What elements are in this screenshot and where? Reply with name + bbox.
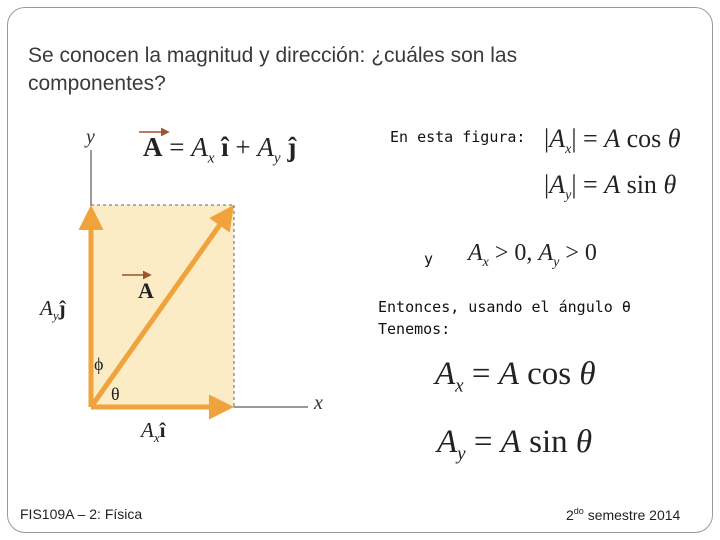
we-have-text: Tenemos: [378, 320, 451, 338]
phi-angle-label: ϕ [94, 354, 104, 374]
vector-sum-equation: $A = A_x$ î + $A_y$ ĵ [143, 132, 297, 167]
footer-semester: $2^{do}$ semestre 2014 [566, 506, 681, 523]
y-axis-label: y [86, 126, 95, 148]
in-figure-text: En esta figura: [390, 128, 526, 146]
x-axis-label: x [314, 392, 323, 414]
theta-angle-label: θ [111, 384, 120, 404]
abs-ax-equation: $|A_x| = A$ cos θ [544, 124, 681, 158]
ay-component-label: $A_yĵ$ [40, 296, 66, 324]
positive-components-equation: $A_x > 0$, $A_y > 0$ [468, 240, 597, 270]
footer-course: FIS109A – 2: Física [20, 506, 143, 522]
slide-title: Se conocen la magnitud y dirección: ¿cuáles son las componentes? [28, 44, 518, 95]
ax-component-label: $A_xî$ [141, 418, 166, 446]
abs-ay-equation: $|A_y| = A$ sin θ [544, 170, 677, 204]
ay-sin-equation: $A_y = A$ sin θ [437, 424, 593, 465]
and-text: y [424, 250, 434, 268]
vector-a-label: A [138, 278, 154, 303]
ax-cos-equation: $A_x = A$ cos θ [435, 356, 596, 397]
then-text: Entonces, usando el ángulo θ [378, 298, 631, 316]
